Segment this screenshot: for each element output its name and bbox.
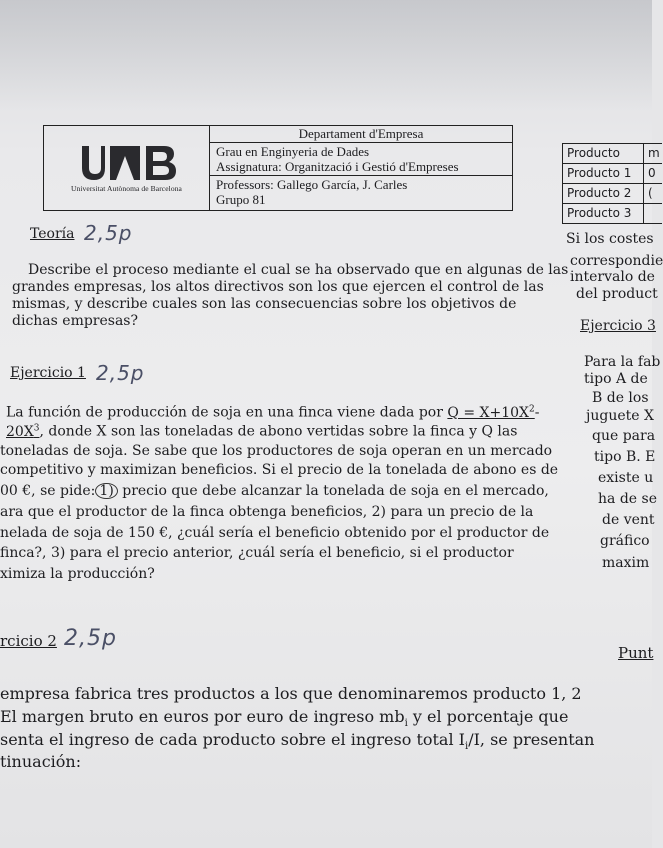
product-table-cell — [644, 204, 648, 223]
right-column-line: correspondie — [570, 253, 663, 269]
ejercicio1-line — [6, 404, 539, 421]
product-table-cell: Producto 2 — [563, 184, 644, 203]
right-column-line: tipo B. E — [594, 449, 656, 465]
product-table — [562, 143, 662, 224]
department-name: Departament d'Empresa — [210, 126, 512, 143]
exponent: 2 — [528, 404, 535, 414]
right-column-line: maxim — [602, 555, 650, 571]
right-column-line: de vent — [602, 512, 655, 528]
teoria-line: mismas, y describe cuales son las consecuencias sobre los objetivos de — [12, 296, 517, 312]
ejercicio1-heading: Ejercicio 1 — [10, 365, 86, 381]
teoria-line: dichas empresas? — [12, 313, 138, 329]
degree-and-subject — [210, 143, 512, 176]
ejercicio2-line: empresa fabrica tres productos a los que denominaremos producto 1, 2 — [0, 684, 582, 703]
teoria-line: grandes empresas, los altos directivos son los que ejercen el control de las — [12, 279, 544, 295]
ejercicio2-heading: rcicio 2 — [0, 632, 57, 650]
ejercicio1-text: , donde X son las toneladas de abono vertidas sobre la finca y Q las — [39, 423, 518, 440]
ejercicio2-text: /I, se presentan — [468, 730, 595, 749]
product-table-row — [563, 204, 662, 223]
product-table-header-cell: Producto — [563, 144, 644, 163]
production-function-text: 20X — [6, 423, 34, 440]
exam-header-table — [43, 125, 513, 211]
ejercicio1-line: ximiza la producción? — [0, 566, 155, 582]
teoria-heading: Teoría — [30, 226, 75, 242]
right-column-line: del product — [576, 286, 658, 302]
exponent: 3 — [33, 423, 40, 433]
puntuacion-heading: Punt — [618, 644, 654, 662]
right-column-line: que para — [592, 428, 656, 444]
ejercicio2-handwritten-score: 2,5p — [64, 626, 117, 651]
right-column-line: existe u — [598, 470, 654, 486]
ejercicio1-line: ara que el productor de la finca obtenga beneficios, 2) para un precio de la — [0, 504, 534, 520]
ejercicio1-line: nelada de soja de 150 €, ¿cuál sería el beneficio obtenido por el productor de — [0, 525, 550, 541]
product-table-cell: Producto 3 — [563, 204, 644, 223]
ejercicio2-text: El margen bruto en euros por euro de ingreso mb — [0, 707, 405, 726]
ejercicio2-line — [0, 730, 594, 752]
ejercicio1-text: 00 €, se pide: — [0, 483, 96, 499]
production-function-text: Q = X+10X — [447, 404, 529, 421]
handwritten-circle-mark: 1) — [95, 483, 117, 499]
subscript: i — [465, 741, 469, 753]
product-table-row — [563, 164, 662, 184]
page-shadow — [0, 0, 652, 110]
group: Grupo 81 — [216, 192, 266, 207]
subject-name: Assignatura: Organització i Gestió d'Empreses — [216, 159, 459, 174]
right-column-line: Para la fab — [584, 354, 661, 370]
teoria-line: Describe el proceso mediante el cual se ha observado que en algunas de las — [28, 262, 569, 278]
course-info — [210, 126, 512, 210]
ejercicio2-text: senta el ingreso de cada producto sobre el ingreso total I — [0, 730, 465, 749]
right-column-line: Si los costes — [566, 231, 654, 247]
ejercicio1-line: toneladas de soja. Se sabe que los productores de soja operan en un mercado — [0, 443, 553, 459]
university-logo-cell — [44, 126, 210, 210]
degree-name: Grau en Enginyeria de Dades — [216, 144, 370, 159]
professors: Professors: Gallego García, J. Carles — [216, 177, 408, 192]
production-function — [447, 405, 534, 421]
product-table-row — [563, 184, 662, 204]
ejercicio1-line — [6, 423, 517, 440]
product-table-cell: ( — [648, 186, 653, 200]
ejercicio1-line — [0, 483, 549, 499]
ejercicio1-text: precio que debe alcanzar la tonelada de soja en el mercado, — [117, 483, 549, 499]
production-function-term — [6, 424, 40, 440]
right-column-line: ha de se — [598, 491, 657, 507]
product-table-cell: 0 — [648, 166, 656, 180]
ejercicio1-handwritten-score: 2,5p — [96, 361, 145, 385]
ejercicio2-line: tinuación: — [0, 752, 82, 771]
product-table-header — [563, 144, 662, 164]
right-column-line: gráfico — [600, 533, 650, 549]
ejercicio1-line: competitivo y maximizan beneficios. Si el precio de la tonelada de abono es de — [0, 462, 559, 478]
teoria-handwritten-score: 2,5p — [84, 221, 133, 245]
ejercicio1-text: - — [534, 404, 540, 421]
ejercicio1-line: finca?, 3) para el precio anterior, ¿cuál sería el beneficio, si el productor — [0, 545, 514, 561]
right-column-line: tipo A de — [584, 371, 648, 387]
product-table-header-cell: m — [648, 146, 660, 160]
ejercicio3-heading: Ejercicio 3 — [580, 318, 656, 334]
ejercicio2-text: y el porcentaje que — [407, 707, 569, 726]
uab-logo-icon — [72, 144, 182, 182]
right-column-line: juguete X — [586, 408, 654, 424]
university-name: Universitat Autònoma de Barcelona — [71, 183, 182, 193]
ejercicio1-text: La función de producción de soja en una finca viene dada por — [6, 404, 443, 421]
right-column-line: B de los — [592, 390, 649, 406]
professors-and-group — [210, 176, 512, 208]
ejercicio2-line — [0, 707, 568, 729]
product-table-cell: Producto 1 — [563, 164, 644, 183]
right-column-line: intervalo de — [570, 269, 655, 285]
subscript: i — [404, 718, 408, 730]
